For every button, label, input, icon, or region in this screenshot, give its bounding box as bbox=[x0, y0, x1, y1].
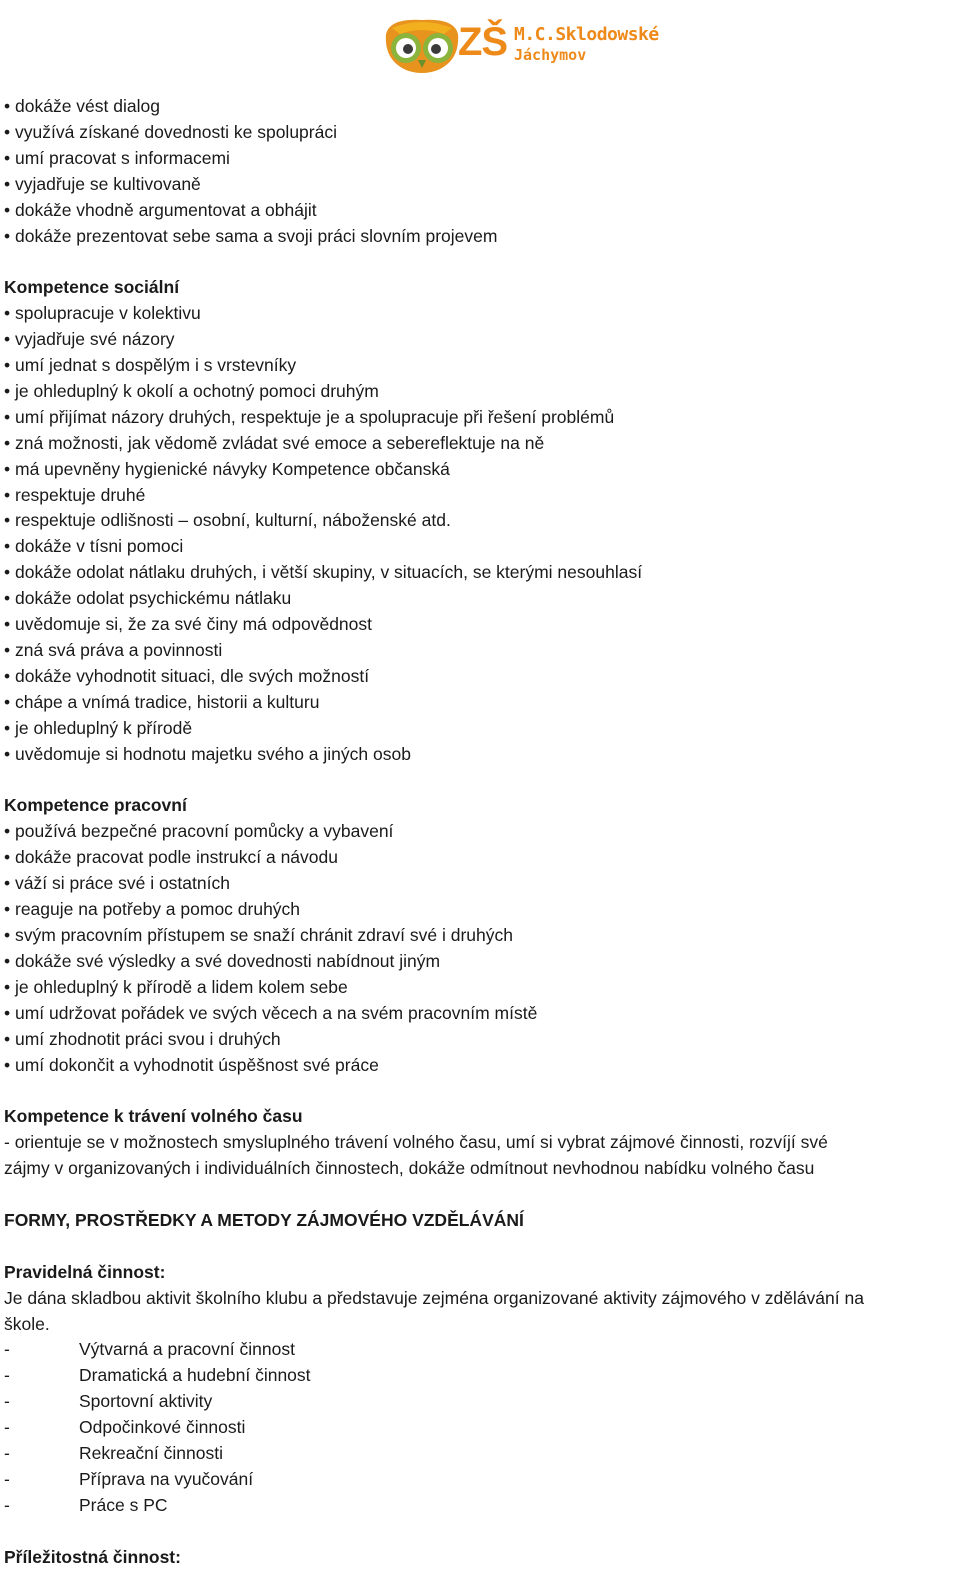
list-item: • dokáže své výsledky a své dovednosti nabídnout jiným bbox=[4, 949, 954, 975]
list-item: • spolupracuje v kolektivu bbox=[4, 301, 954, 327]
logo-school-name: M.C.Sklodowské bbox=[514, 24, 659, 45]
document-body bbox=[4, 94, 954, 1571]
regular-activity-list bbox=[4, 1337, 954, 1518]
list-item: • umí zhodnotit práci svou i druhých bbox=[4, 1027, 954, 1053]
list-item: • dokáže prezentovat sebe sama a svoji práci slovním projevem bbox=[4, 224, 954, 250]
list-item: • uvědomuje si, že za své činy má odpovědnost bbox=[4, 612, 954, 638]
list-item bbox=[4, 1467, 954, 1493]
logo-abbreviation: ZŠ bbox=[458, 20, 508, 64]
dash-marker: - bbox=[4, 1443, 10, 1464]
spacer bbox=[4, 768, 954, 794]
list-item-text: Odpočinkové činnosti bbox=[79, 1417, 246, 1438]
dash-marker: - bbox=[4, 1391, 10, 1412]
leisure-text-line: zájmy v organizovaných i individuálních činnostech, dokáže odmítnout nevhodnou nabídku volného času bbox=[4, 1158, 815, 1179]
list-item-text: Dramatická a hudební činnost bbox=[79, 1365, 311, 1386]
section-heading-occasional: Příležitostná činnost: bbox=[4, 1546, 181, 1567]
dash-marker: - bbox=[4, 1494, 10, 1515]
dash-marker: - bbox=[4, 1339, 10, 1360]
list-item bbox=[4, 1363, 954, 1389]
list-item: • je ohleduplný k okolí a ochotný pomoci druhým bbox=[4, 379, 954, 405]
list-item: • umí pracovat s informacemi bbox=[4, 146, 954, 172]
list-item: • využívá získané dovednosti ke spolupráci bbox=[4, 120, 954, 146]
section-heading-leisure: Kompetence k trávení volného času bbox=[4, 1106, 303, 1127]
list-item: • umí jednat s dospělým i s vrstevníky bbox=[4, 353, 954, 379]
list-item: • respektuje odlišnosti – osobní, kulturní, náboženské atd. bbox=[4, 508, 954, 534]
list-item: • používá bezpečné pracovní pomůcky a vybavení bbox=[4, 819, 954, 845]
list-item: • má upevněny hygienické návyky Kompetence občanská bbox=[4, 457, 954, 483]
leisure-text-line: - orientuje se v možnostech smysluplného trávení volného času, umí si vybrat zájmové činnosti, rozvíjí své bbox=[4, 1132, 828, 1153]
section-heading-regular: Pravidelná činnost: bbox=[4, 1261, 166, 1282]
list-item: • je ohleduplný k přírodě bbox=[4, 716, 954, 742]
regular-text-line: Je dána skladbou aktivit školního klubu a představuje zejména organizované aktivity zájmového v zdělávání na bbox=[4, 1287, 864, 1308]
regular-text-line: škole. bbox=[4, 1313, 50, 1334]
dash-marker: - bbox=[4, 1365, 10, 1386]
list-item: • vyjadřuje se kultivovaně bbox=[4, 172, 954, 198]
owl-logo-icon bbox=[382, 14, 462, 76]
list-item: • dokáže vhodně argumentovat a obhájit bbox=[4, 198, 954, 224]
list-item: • uvědomuje si hodnotu majetku svého a jiných osob bbox=[4, 742, 954, 768]
list-item: • dokáže pracovat podle instrukcí a návodu bbox=[4, 845, 954, 871]
spacer bbox=[4, 1182, 954, 1208]
list-item: • chápe a vnímá tradice, historii a kulturu bbox=[4, 690, 954, 716]
dash-marker: - bbox=[4, 1417, 10, 1438]
spacer bbox=[4, 249, 954, 275]
spacer bbox=[4, 1234, 954, 1260]
list-item: • umí udržovat pořádek ve svých věcech a na svém pracovním místě bbox=[4, 1001, 954, 1027]
list-item bbox=[4, 1337, 954, 1363]
list-item: • dokáže vést dialog bbox=[4, 94, 954, 120]
list-item: • dokáže odolat nátlaku druhých, i větší skupiny, v situacích, se kterými nesouhlasí bbox=[4, 560, 954, 586]
list-item-text: Výtvarná a pracovní činnost bbox=[79, 1339, 295, 1360]
section-heading-social: Kompetence sociální bbox=[4, 277, 180, 298]
list-item: • zná svá práva a povinnosti bbox=[4, 638, 954, 664]
list-item: • respektuje druhé bbox=[4, 483, 954, 509]
list-item-text: Rekreační činnosti bbox=[79, 1443, 223, 1464]
list-item: • váží si práce své i ostatních bbox=[4, 871, 954, 897]
section-heading-work: Kompetence pracovní bbox=[4, 795, 187, 816]
list-item: • dokáže odolat psychickému nátlaku bbox=[4, 586, 954, 612]
list-item: • reaguje na potřeby a pomoc druhých bbox=[4, 897, 954, 923]
school-logo bbox=[382, 14, 672, 76]
logo-town: Jáchymov bbox=[514, 46, 587, 64]
list-item bbox=[4, 1415, 954, 1441]
list-item: • vyjadřuje své názory bbox=[4, 327, 954, 353]
spacer bbox=[4, 1519, 954, 1545]
work-list bbox=[4, 819, 954, 1078]
list-item: • svým pracovním přístupem se snaží chránit zdraví své i druhých bbox=[4, 923, 954, 949]
list-item bbox=[4, 1441, 954, 1467]
list-item: • umí přijímat názory druhých, respektuje je a spolupracuje při řešení problémů bbox=[4, 405, 954, 431]
spacer bbox=[4, 1078, 954, 1104]
intro-list bbox=[4, 94, 954, 249]
social-list bbox=[4, 301, 954, 767]
forms-heading: FORMY, PROSTŘEDKY A METODY ZÁJMOVÉHO VZDĚLÁVÁNÍ bbox=[4, 1209, 524, 1230]
list-item: • dokáže v tísni pomoci bbox=[4, 534, 954, 560]
list-item bbox=[4, 1389, 954, 1415]
list-item-text: Sportovní aktivity bbox=[79, 1391, 213, 1412]
list-item: • zná možnosti, jak vědomě zvládat své emoce a sebereflektuje na ně bbox=[4, 431, 954, 457]
dash-marker: - bbox=[4, 1468, 10, 1489]
list-item: • umí dokončit a vyhodnotit úspěšnost své práce bbox=[4, 1053, 954, 1079]
list-item bbox=[4, 1493, 954, 1519]
list-item-text: Práce s PC bbox=[79, 1494, 168, 1515]
list-item-text: Příprava na vyučování bbox=[79, 1468, 254, 1489]
list-item: • dokáže vyhodnotit situaci, dle svých možností bbox=[4, 664, 954, 690]
list-item: • je ohleduplný k přírodě a lidem kolem sebe bbox=[4, 975, 954, 1001]
